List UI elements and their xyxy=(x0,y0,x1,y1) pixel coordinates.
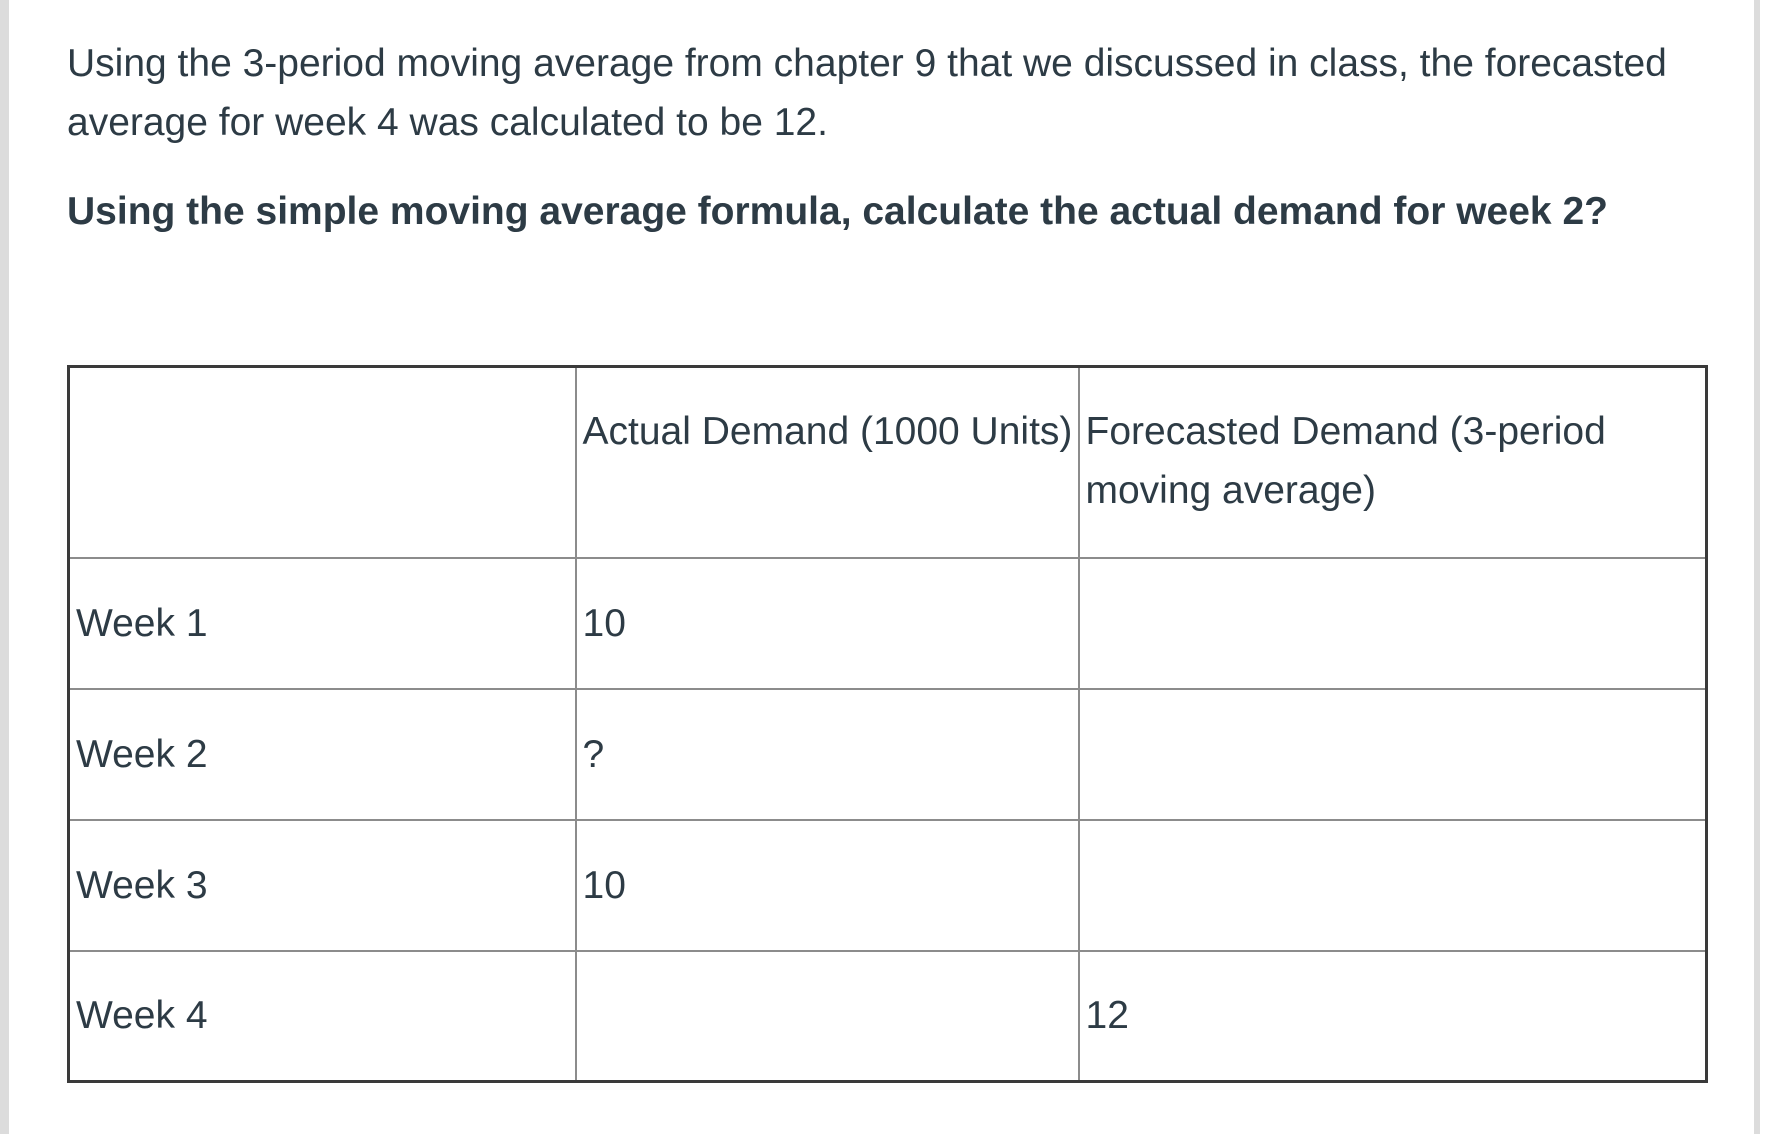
week-label-cell: Week 4 xyxy=(69,951,576,1082)
week-label-cell: Week 2 xyxy=(69,689,576,820)
actual-demand-cell: ? xyxy=(576,689,1079,820)
intro-text: Using the 3-period moving average from chapter 9 that we discussed in class, the forecasted average for week 4 was calculated to be 12. xyxy=(67,42,1667,144)
table-row xyxy=(69,689,1707,820)
week-label-cell: Week 1 xyxy=(69,558,576,689)
actual-demand-cell: 10 xyxy=(576,820,1079,951)
table-row xyxy=(69,558,1707,689)
header-cell-forecasted-demand: Forecasted Demand (3-period moving average) xyxy=(1079,367,1707,558)
forecast-cell xyxy=(1079,558,1707,689)
table-header-row xyxy=(69,367,1707,558)
forecast-cell: 12 xyxy=(1079,951,1707,1082)
header-cell-blank xyxy=(69,367,576,558)
actual-demand-cell xyxy=(576,951,1079,1082)
forecast-cell xyxy=(1079,820,1707,951)
table-row xyxy=(69,820,1707,951)
forecast-cell xyxy=(1079,689,1707,820)
question-content xyxy=(67,34,1707,241)
table-row xyxy=(69,951,1707,1082)
demand-table xyxy=(67,365,1708,1083)
header-cell-actual-demand: Actual Demand (1000 Units) xyxy=(576,367,1079,558)
actual-demand-cell: 10 xyxy=(576,558,1079,689)
question-text: Using the simple moving average formula, calculate the actual demand for week 2? xyxy=(67,190,1608,233)
week-label-cell: Week 3 xyxy=(69,820,576,951)
